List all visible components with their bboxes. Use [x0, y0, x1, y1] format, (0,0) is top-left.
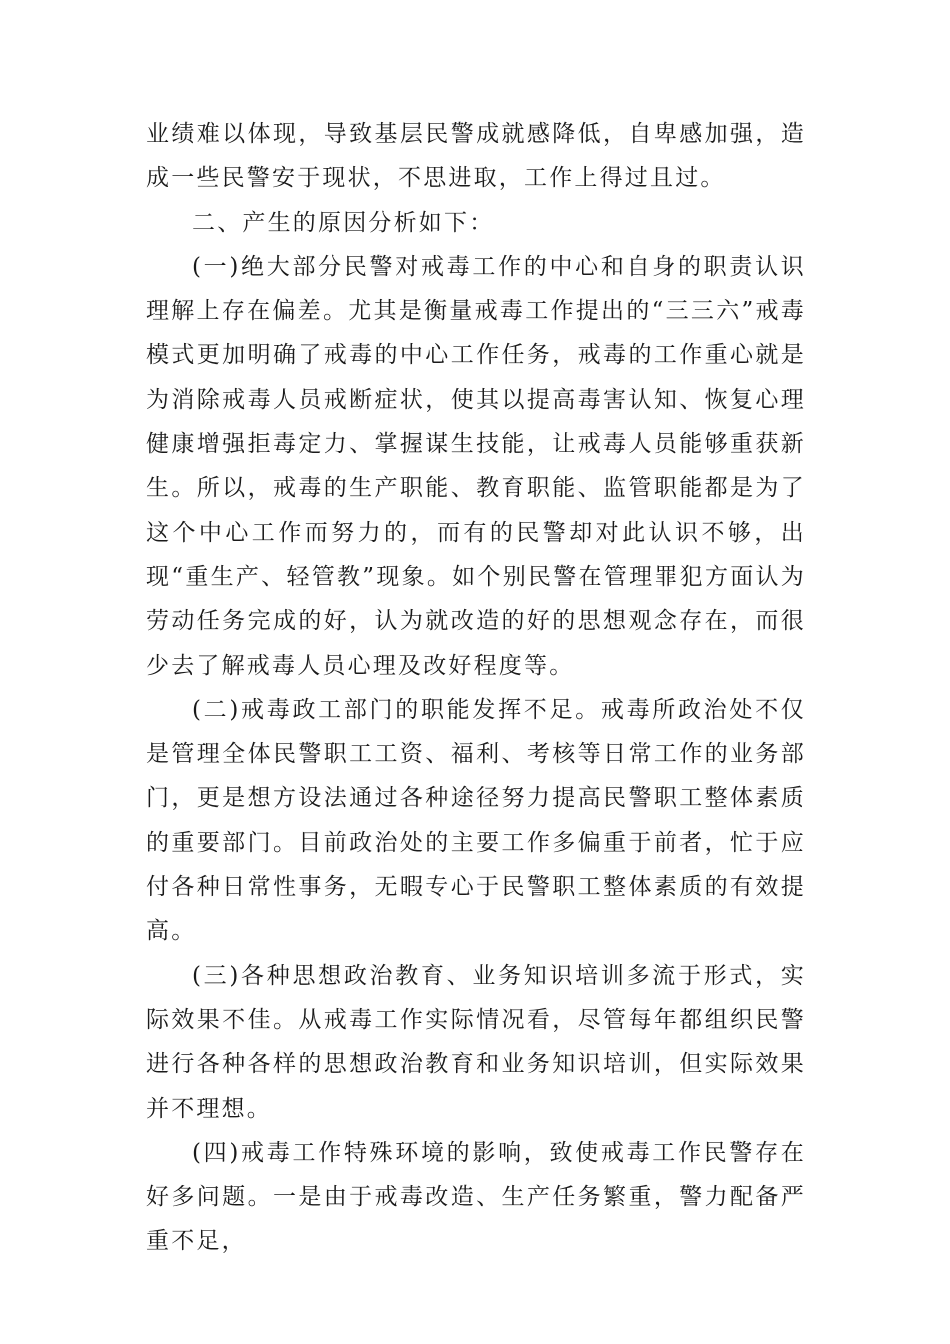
paragraph-cause-1: (一)绝大部分民警对戒毒工作的中心和自身的职责认识理解上存在偏差。尤其是衡量戒毒工作提出的“三三六”戒毒模式更加明确了戒毒的中心工作任务，戒毒的工作重心就是为消除戒毒人员戒断症状，使其以提高毒害认知、恢复心理健康增强拒毒定力、掌握谋生技能，让戒毒人员能够重获新生。所以，戒毒的生产职能、教育职能、监管职能都是为了这个中心工作而努力的，而有的民警却对此认识不够，出现“重生产、轻管教”现象。如个别民警在管理罪犯方面认为劳动任务完成的好，认为就改造的好的思想观念存在，而很少去了解戒毒人员心理及改好程度等。	[146, 253, 806, 679]
section-heading-causes: 二、产生的原因分析如下：	[192, 209, 495, 236]
paragraph-cause-4: (四)戒毒工作特殊环境的影响，致使戒毒工作民警存在好多问题。一是由于戒毒改造、生产任务繁重，警力配备严重不足，	[146, 1139, 806, 1255]
paragraph-cause-3: (三)各种思想政治教育、业务知识培训多流于形式，实际效果不佳。从戒毒工作实际情况看，尽管每年都组织民警进行各种各样的思想政治教育和业务知识培训，但实际效果并不理想。	[146, 962, 806, 1122]
document-body	[146, 112, 806, 1264]
paragraph-continuation: 业绩难以体现，导致基层民警成就感降低，自卑感加强，造成一些民警安于现状，不思进取，工作上得过且过。	[146, 121, 806, 192]
paragraph-cause-2: (二)戒毒政工部门的职能发挥不足。戒毒所政治处不仅是管理全体民警职工工资、福利、考核等日常工作的业务部门，更是想方设法通过各种途径努力提高民警职工整体素质的重要部门。目前政治处的主要工作多偏重于前者，忙于应付各种日常性事务，无暇专心于民警职工整体素质的有效提高。	[146, 696, 806, 945]
